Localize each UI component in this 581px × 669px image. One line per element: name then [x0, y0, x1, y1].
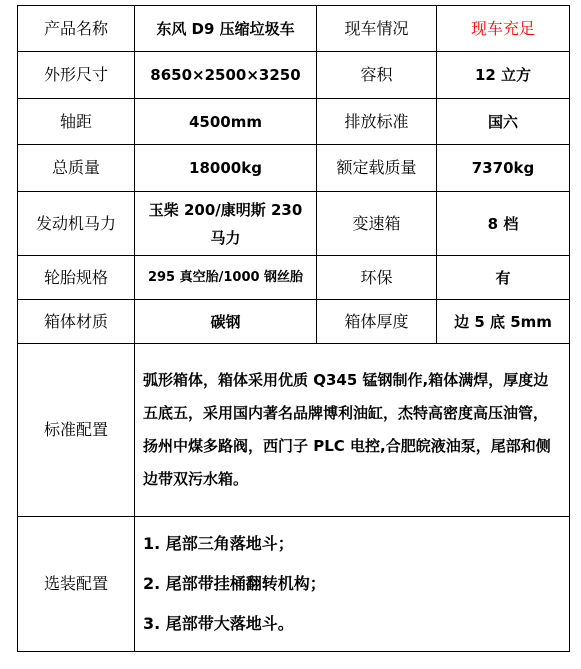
label-stock-status: 现车情况 [317, 6, 437, 52]
label-volume: 容积 [317, 52, 437, 99]
label-rated-load: 额定载质量 [317, 145, 437, 192]
table-row [18, 192, 570, 256]
list-item: 2. 尾部带挂桶翻转机构； [143, 574, 326, 593]
label-emission: 排放标准 [317, 99, 437, 145]
value-tires: 295 真空胎/1000 钢丝胎 [135, 256, 317, 300]
label-eco: 环保 [317, 256, 437, 300]
label-gearbox: 变速箱 [317, 192, 437, 256]
table-row [18, 517, 570, 652]
value-body-thickness: 边 5 底 5mm [437, 300, 570, 344]
label-body-material: 箱体材质 [18, 300, 135, 344]
label-dimensions: 外形尺寸 [18, 52, 135, 99]
table-row [18, 99, 570, 145]
value-wheelbase: 4500mm [135, 99, 317, 145]
value-standard-config: 弧形箱体，箱体采用优质 Q345 锰钢制作,箱体满焊，厚度边五底五，采用国内著名品牌博利油缸，杰特高密度高压油管，扬州中煤多路阀，西门子 PLC 电控,合肥皖液油泵，尾部和侧边带双污水箱。 [135, 344, 570, 517]
table-row [18, 300, 570, 344]
table-row [18, 6, 570, 52]
spec-table [17, 5, 570, 652]
value-body-material: 碳钢 [135, 300, 317, 344]
value-gross-mass: 18000kg [135, 145, 317, 192]
value-volume: 12 立方 [437, 52, 570, 99]
label-optional-config: 选装配置 [18, 517, 135, 652]
label-tires: 轮胎规格 [18, 256, 135, 300]
label-product-name: 产品名称 [18, 6, 135, 52]
table-row [18, 256, 570, 300]
value-dimensions: 8650×2500×3250 [135, 52, 317, 99]
value-rated-load: 7370kg [437, 145, 570, 192]
label-standard-config: 标准配置 [18, 344, 135, 517]
list-item: 1. 尾部三角落地斗； [143, 534, 294, 553]
table-row [18, 344, 570, 517]
value-product-name: 东风 D9 压缩垃圾车 [135, 6, 317, 52]
value-emission: 国六 [437, 99, 570, 145]
table-row [18, 145, 570, 192]
label-body-thickness: 箱体厚度 [317, 300, 437, 344]
table-row [18, 52, 570, 99]
value-gearbox: 8 档 [437, 192, 570, 256]
value-eco: 有 [437, 256, 570, 300]
value-engine: 玉柴 200/康明斯 230 马力 [135, 192, 317, 256]
label-wheelbase: 轴距 [18, 99, 135, 145]
optional-config-list [135, 517, 570, 652]
label-engine: 发动机马力 [18, 192, 135, 256]
value-stock-status: 现车充足 [437, 6, 570, 52]
list-item: 3. 尾部带大落地斗。 [143, 614, 294, 633]
label-gross-mass: 总质量 [18, 145, 135, 192]
